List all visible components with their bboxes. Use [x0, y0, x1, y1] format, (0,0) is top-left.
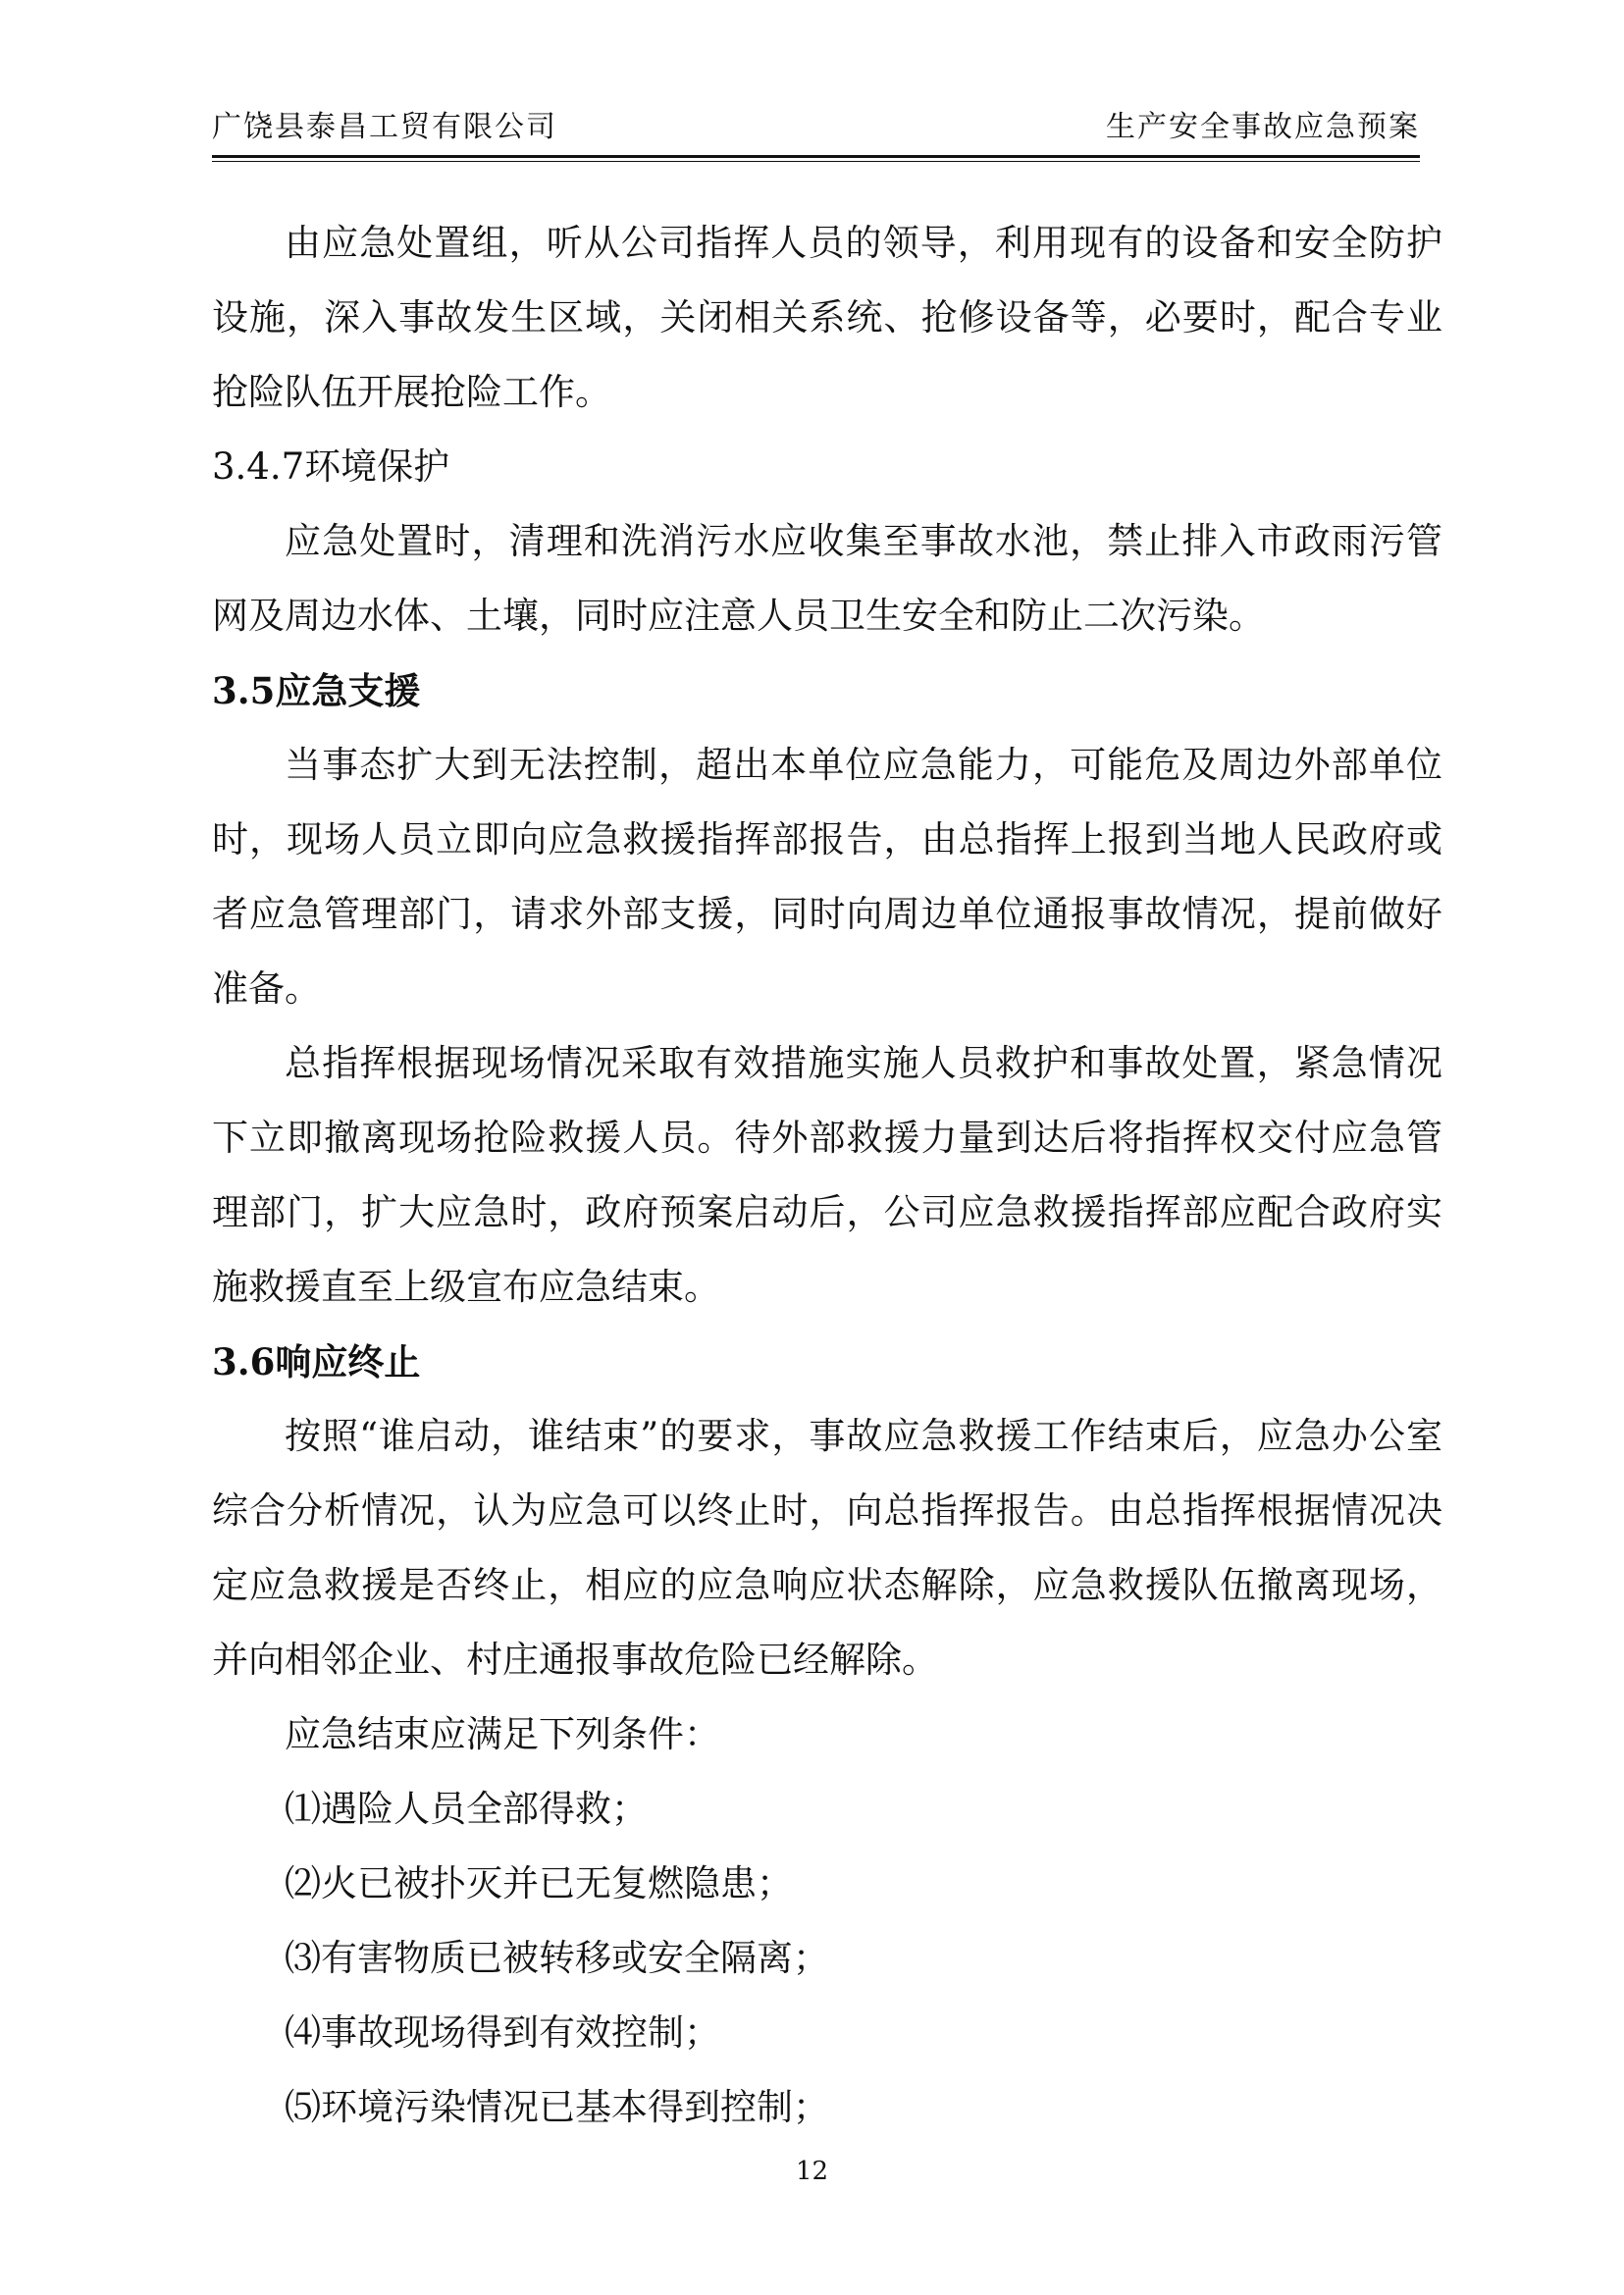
paragraph-conditions-intro: 应急结束应满足下列条件：: [285, 1713, 720, 1755]
paragraph-environment-protection: 应急处置时，清理和洗消污水应收集至事故水池，禁止排入市政雨污管网及周边水体、土壤，同时应注意人员卫生安全和防止二次污染。: [212, 520, 1442, 637]
header-rule-thin: [212, 161, 1420, 162]
paragraph-termination: 按照“谁启动，谁结束”的要求，事故应急救援工作结束后，应急办公室综合分析情况，认为应急可以终止时，向总指挥报告。由总指挥根据情况决定应急救援是否终止，相应的应急响应状态解除，应急救援队伍撤离现场，并向相邻企业、村庄通报事故危险已经解除。: [212, 1415, 1442, 1681]
heading-3-5: 3.5应急支援: [212, 669, 421, 712]
page-number: 12: [795, 2157, 829, 2186]
paragraph-emergency-disposal: 由应急处置组，听从公司指挥人员的领导，利用现有的设备和安全防护设施，深入事故发生区域，关闭相关系统、抢修设备等，必要时，配合专业抢险队伍开展抢险工作。: [212, 222, 1442, 413]
condition-item: ⑴遇险人员全部得救；: [285, 1788, 648, 1830]
header-company-name: 广饶县泰昌工贸有限公司: [212, 110, 557, 144]
header-document-title: 生产安全事故应急预案: [1106, 110, 1420, 144]
page-body: [212, 206, 1442, 2145]
condition-item: ⑵火已被扑灭并已无复燃隐患；: [285, 1862, 793, 1904]
condition-item: ⑸环境污染情况已基本得到控制；: [285, 2086, 829, 2128]
page-header: [212, 108, 1420, 153]
heading-3-6: 3.6响应终止: [212, 1340, 421, 1383]
condition-item: ⑷事故现场得到有效控制；: [285, 2011, 720, 2054]
paragraph-support-1: 当事态扩大到无法控制，超出本单位应急能力，可能危及周边外部单位时，现场人员立即向应急救援指挥部报告，由总指挥上报到当地人民政府或者应急管理部门，请求外部支援，同时向周边单位通报事故情况，提前做好准备。: [212, 744, 1442, 1010]
condition-item: ⑶有害物质已被转移或安全隔离；: [285, 1937, 829, 1979]
heading-3-4-7: 3.4.7环境保护: [212, 445, 450, 488]
header-rule: [212, 155, 1420, 158]
paragraph-support-2: 总指挥根据现场情况采取有效措施实施人员救护和事故处置，紧急情况下立即撤离现场抢险救援人员。待外部救援力量到达后将指挥权交付应急管理部门，扩大应急时，政府预案启动后，公司应急救援指挥部应配合政府实施救援直至上级宣布应急结束。: [212, 1042, 1442, 1308]
